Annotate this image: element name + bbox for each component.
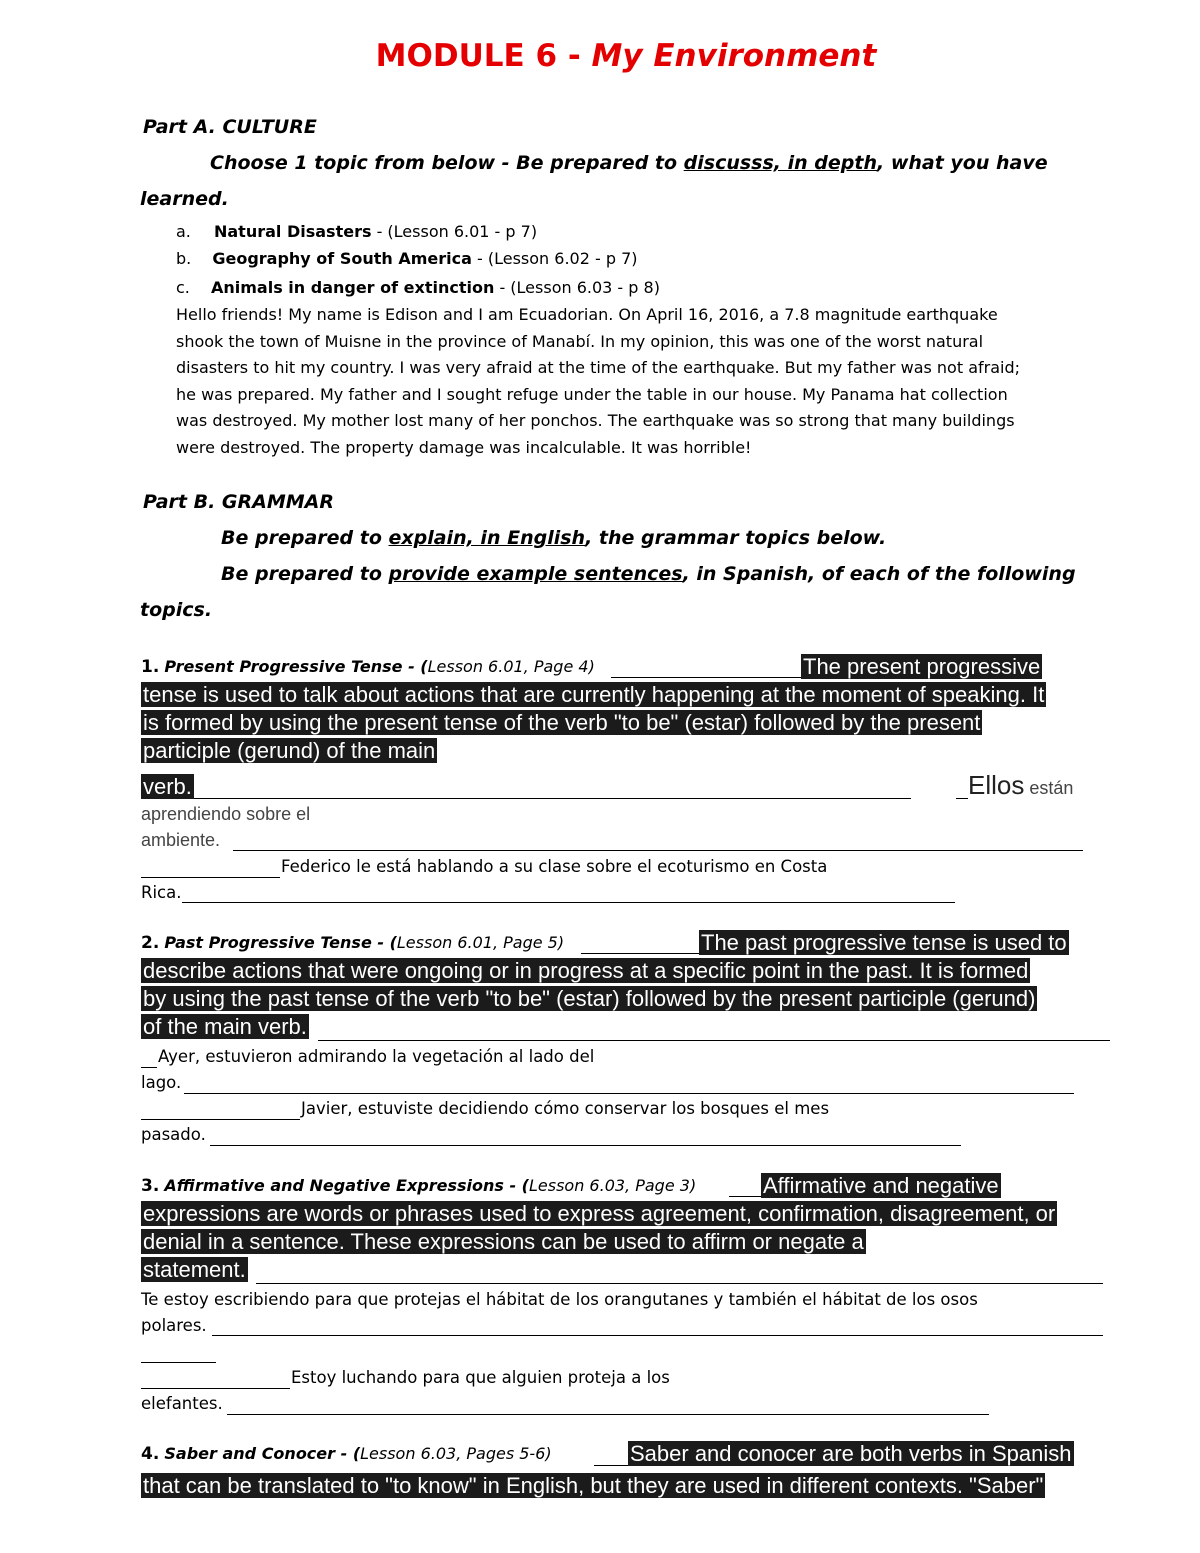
example-word: Ellos [968,770,1025,800]
topic-3-answer [141,1200,1057,1228]
topic-2-example-2-end: pasado. [141,1125,206,1144]
topic-3-answer [761,1172,1001,1200]
topic-1-answer [141,709,982,737]
answer-blank [141,1362,216,1363]
topic-2-example-1-end: lago. [141,1073,182,1092]
answer-blank [729,1196,761,1197]
topic-3-answer [141,1256,248,1284]
answer-line: The past progressive tense is used to [701,930,1067,955]
option-topic: Natural Disasters [213,222,372,241]
answer-line: is formed by using the present tense of the verb "to be" (estar) followed by the present [143,710,981,735]
instruction-text-end: , what you have [876,152,1048,174]
story-line: disasters to hit my country. I was very afraid at the time of the earthquake. But my father was not afraid; [176,358,1021,377]
topic-option-a [176,222,537,241]
topic-2-answer [141,1013,309,1041]
answer-line: denial in a sentence. These expressions can be used to affirm or negate a [143,1229,864,1254]
option-lesson: - (Lesson 6.01 - p 7) [371,222,538,241]
answer-blank [611,677,801,678]
answer-line: expressions are words or phrases used to express agreement, confirmation, disagreement, or [143,1201,1056,1226]
topic-title: Past Progressive Tense - ( [164,933,397,952]
topic-lesson: Lesson 6.03, Pages 5-6) [360,1444,552,1463]
topic-2-example-1: Ayer, estuvieron admirando la vegetación al lado del [158,1047,595,1066]
topic-2-answer [141,957,1030,985]
topic-3-example-2: Estoy luchando para que alguien proteja a los [291,1368,670,1387]
option-marker: c. [176,278,190,297]
answer-line: describe actions that were ongoing or in progress at a specific point in the past. It is formed [143,958,1029,983]
topic-3-example-1-end: polares. [141,1316,207,1335]
topic-number: 2. [141,933,160,953]
option-topic: Geography of South America [212,249,472,268]
part-b-line-2 [221,563,1076,585]
answer-blank [212,1335,1103,1336]
part-b-heading: Part B. GRAMMAR [143,491,334,513]
story-line: shook the town of Muisne in the province of Manabí. In my opinion, this was one of the worst natural [176,331,984,351]
option-lesson: - (Lesson 6.02 - p 7) [471,249,638,268]
topic-lesson: Lesson 6.03, Page 3) [528,1176,697,1195]
instruction-text: Be prepared to [221,527,389,549]
topic-2-example-2: Javier, estuviste decidiendo cómo conservar los bosques el mes [301,1099,830,1118]
example-text: están [1024,778,1074,798]
option-marker: a. [176,222,191,241]
answer-line: The present progressive [803,654,1041,679]
topic-3-heading [141,1176,696,1196]
topic-lesson: Lesson 6.01, Page 4) [427,657,595,676]
topic-lesson: Lesson 6.01, Page 5) [396,933,565,952]
topic-2-answer [699,929,1069,957]
answer-line: of the main verb. [143,1014,307,1039]
instruction-text-end: , the grammar topics below. [585,527,887,549]
topic-number: 4. [141,1444,160,1464]
part-a-instruction [210,152,1048,174]
answer-blank [210,1145,961,1146]
answer-line: statement. [143,1257,246,1282]
answer-line: tense is used to talk about actions that are currently happening at the moment of speaking. It [143,682,1045,707]
option-lesson: - (Lesson 6.03 - p 8) [494,278,660,297]
story-line: was destroyed. My mother lost many of her ponchos. The earthquake was so strong that many buildings [176,411,1015,430]
module-title-prefix: MODULE 6 - [375,38,592,74]
module-title [0,38,1200,74]
topic-title: Affirmative and Negative Expressions - ( [164,1176,529,1195]
answer-blank [227,1414,989,1415]
topic-option-c [176,278,660,297]
answer-blank [956,798,968,799]
topic-1-answer [141,681,1046,709]
answer-blank [256,1283,1103,1284]
topic-4-heading [141,1444,552,1464]
answer-blank [184,1093,1074,1094]
story-paragraph [176,302,1020,461]
topic-title: Saber and Conocer - ( [164,1444,361,1463]
answer-blank [141,1119,300,1120]
option-topic: Animals in danger of extinction [210,278,495,297]
topic-1-answer [141,773,194,801]
topic-number: 1. [141,657,160,677]
topic-number: 3. [141,1176,160,1196]
part-a-heading: Part A. CULTURE [143,116,317,138]
instruction-text-end: , in Spanish, of each of the following [682,563,1076,585]
answer-blank [233,850,1083,851]
topic-1-heading [141,657,595,677]
answer-blank [141,1067,157,1068]
answer-line: Saber and conocer are both verbs in Spanish [630,1441,1072,1466]
answer-blank [141,1388,290,1389]
answer-blank [182,902,955,903]
topic-title: Present Progressive Tense - ( [164,657,428,676]
topic-3-answer [141,1228,866,1256]
topic-4-answer [141,1472,1045,1500]
answer-line: Affirmative and negative [763,1173,999,1198]
part-b-line-1 [221,527,886,549]
instruction-underlined: discusss, in depth [683,152,877,174]
topic-2-heading [141,933,564,953]
topic-1-example-1-end: ambiente. [141,830,221,850]
topic-1-example-2-end: Rica. [141,883,182,902]
answer-blank [194,798,911,799]
story-line: Hello friends! My name is Edison and I am Ecuadorian. On April 16, 2016, a 7.8 magnitude earthquake [176,305,998,324]
topic-3-example-1: Te estoy escribiendo para que protejas el hábitat de los orangutanes y también el hábitat de los osos [141,1290,978,1309]
answer-blank [141,877,280,878]
topic-2-answer [141,985,1037,1013]
topic-1-answer [801,653,1042,681]
answer-line: that can be translated to "to know" in English, but they are used in different contexts. "Saber" [143,1473,1044,1498]
instruction-text: Choose 1 topic from below - Be prepared to [210,152,684,174]
answer-blank [594,1465,628,1466]
topic-1-example-1-cont: aprendiendo sobre el [141,804,311,824]
topic-option-b [176,249,638,268]
module-title-name: My Environment [591,38,877,74]
topic-3-example-2-end: elefantes. [141,1394,223,1413]
answer-line: participle (gerund) of the main [143,738,436,763]
story-line: were destroyed. The property damage was incalculable. It was horrible! [176,437,752,457]
answer-line: verb. [143,774,192,799]
topic-1-example-1 [968,770,1073,801]
topic-4-answer [628,1440,1074,1468]
part-b-line-3: topics. [140,599,213,621]
instruction-text: Be prepared to [221,563,389,585]
topic-1-answer [141,737,437,765]
topic-1-example-2: Federico le está hablando a su clase sobre el ecoturismo en Costa [281,857,828,876]
story-line: he was prepared. My father and I sought refuge under the table in our house. My Panama hat collection [176,384,1008,404]
answer-blank [318,1040,1110,1041]
option-marker: b. [176,249,192,268]
answer-line: by using the past tense of the verb "to be" (estar) followed by the present participle (gerund) [143,986,1036,1011]
part-a-instruction-cont: learned. [140,188,229,210]
answer-blank [581,953,699,954]
instruction-underlined: explain, in English [388,527,586,549]
instruction-underlined: provide example sentences [388,563,683,585]
